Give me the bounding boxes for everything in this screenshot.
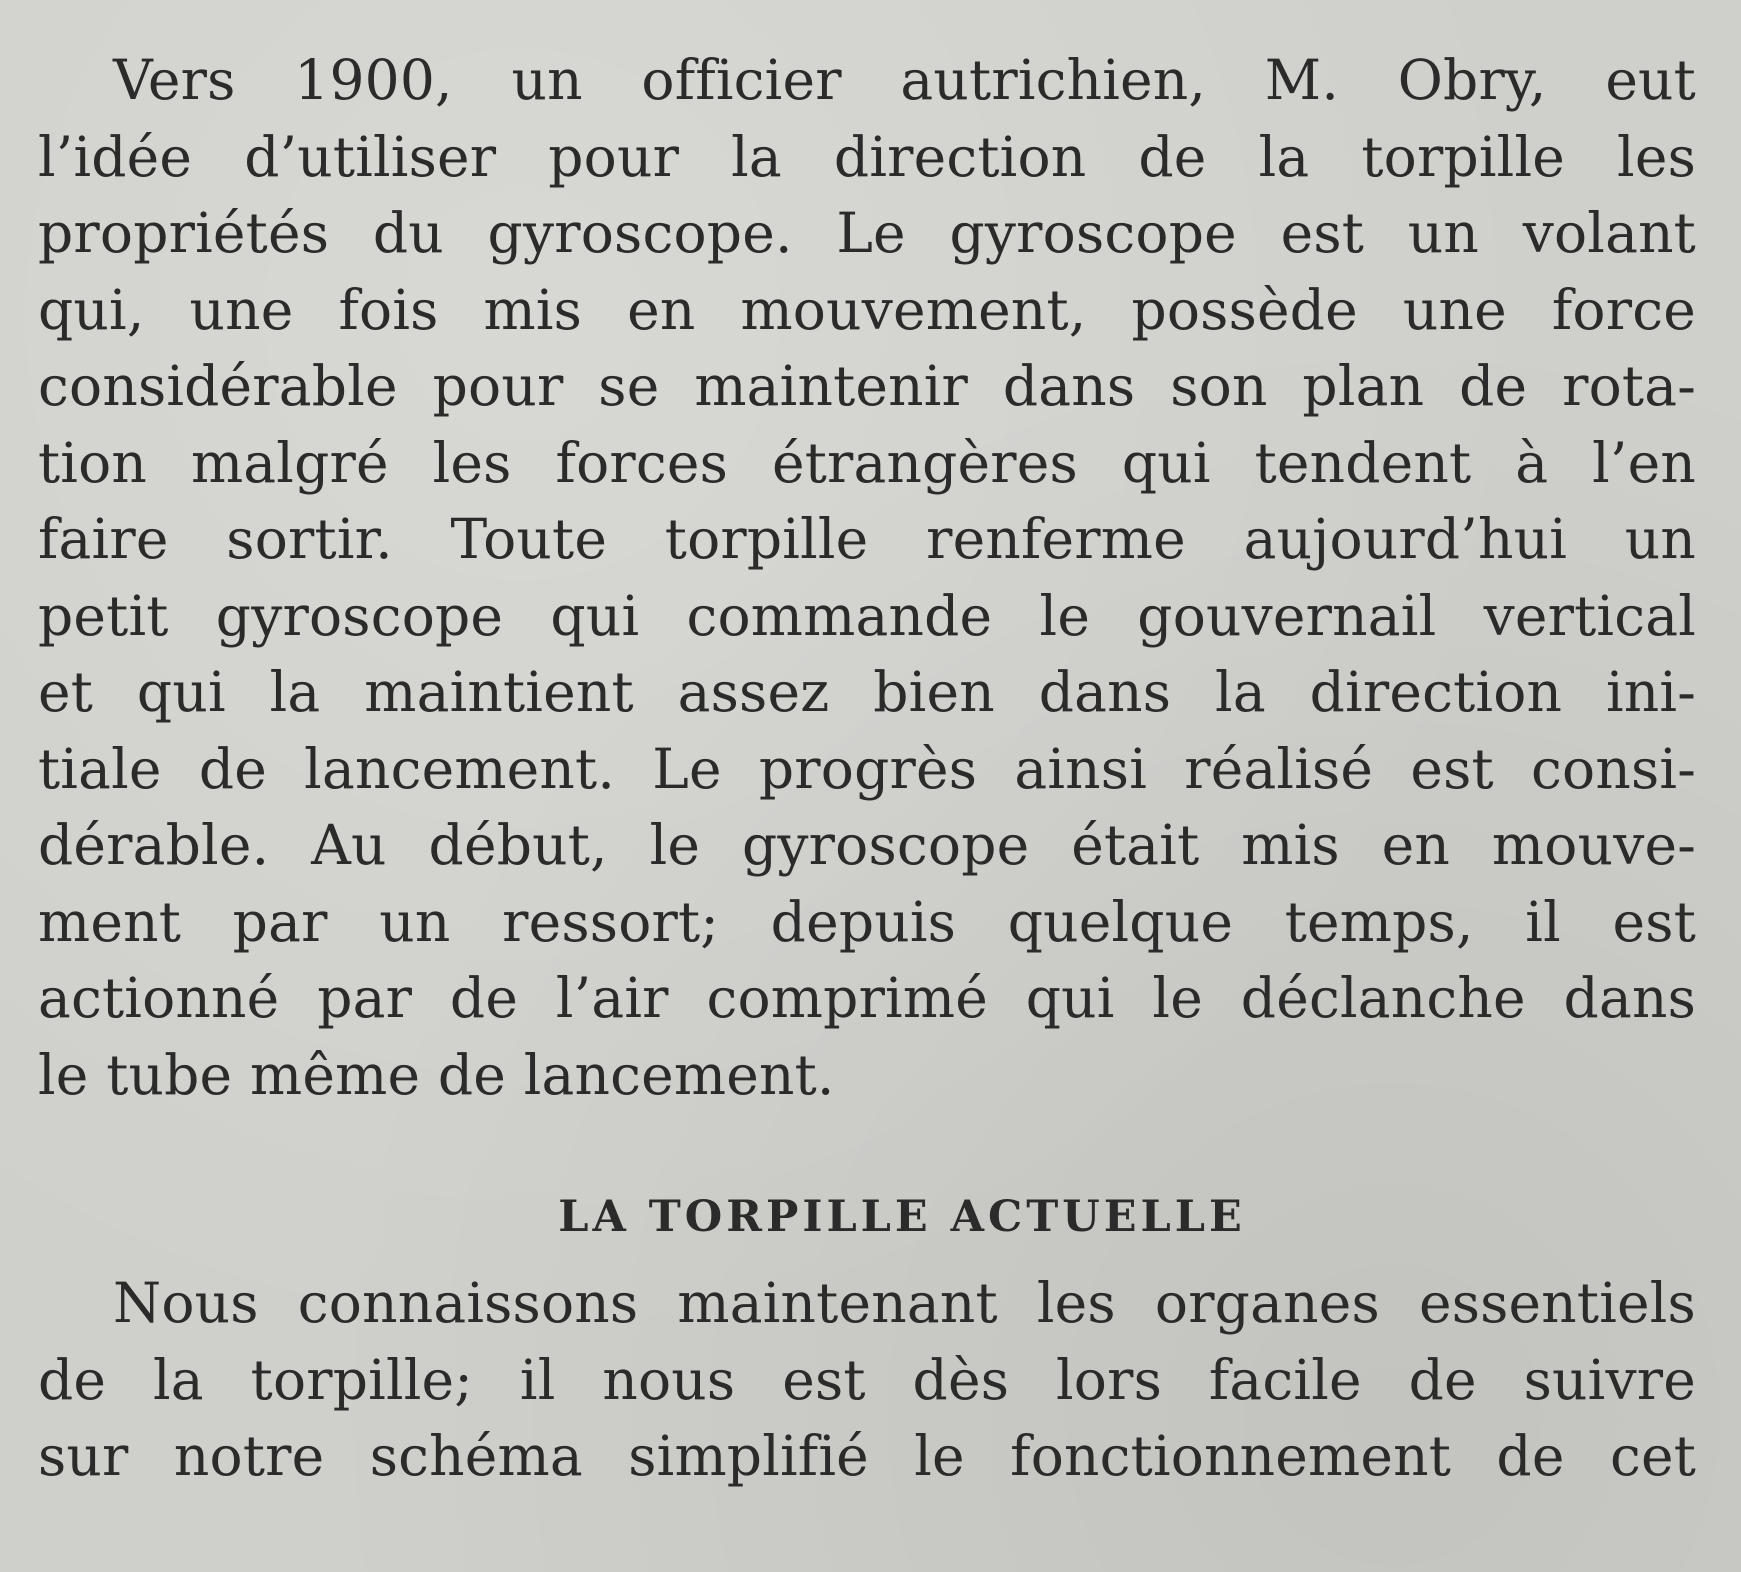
paragraph-gyroscope	[38, 42, 1696, 1113]
paragraph-torpille-actuelle	[38, 1265, 1696, 1495]
text-line: considérable pour se maintenir dans son plan de rota-	[38, 354, 1696, 418]
text-line: sur notre schéma simplifié le fonctionnement de cet	[38, 1424, 1696, 1488]
text-line: faire sortir. Toute torpille renferme aujourd’hui un	[38, 507, 1696, 571]
text-line: tiale de lancement. Le progrès ainsi réalisé est consi-	[38, 736, 1696, 801]
text-line: Nous connaissons maintenant les organes essentiels	[113, 1271, 1696, 1335]
text-line: le tube même de lancement.	[38, 1042, 835, 1107]
text-line: l’idée d’utiliser pour la direction de la torpille les	[38, 124, 1696, 189]
text-line: tion malgré les forces étrangères qui tendent à l’en	[38, 430, 1696, 495]
text-line: qui, une fois mis en mouvement, possède une force	[38, 277, 1696, 342]
text-line: de la torpille; il nous est dès lors facile de suivre	[38, 1347, 1696, 1412]
text-line: et qui la maintient assez bien dans la direction ini-	[38, 660, 1696, 724]
section-title: LA TORPILLE ACTUELLE	[558, 1192, 1246, 1242]
text-line: Vers 1900, un officier autrichien, M. Obry, eut	[113, 48, 1696, 112]
text-line: propriétés du gyroscope. Le gyroscope est un volant	[38, 201, 1696, 265]
text-line: petit gyroscope qui commande le gouvernail vertical	[38, 583, 1696, 648]
text-line: actionné par de l’air comprimé qui le déclanche dans	[38, 966, 1696, 1030]
text-line: dérable. Au début, le gyroscope était mis en mouve-	[38, 813, 1696, 877]
text-line: ment par un ressort; depuis quelque temps, il est	[38, 889, 1696, 954]
